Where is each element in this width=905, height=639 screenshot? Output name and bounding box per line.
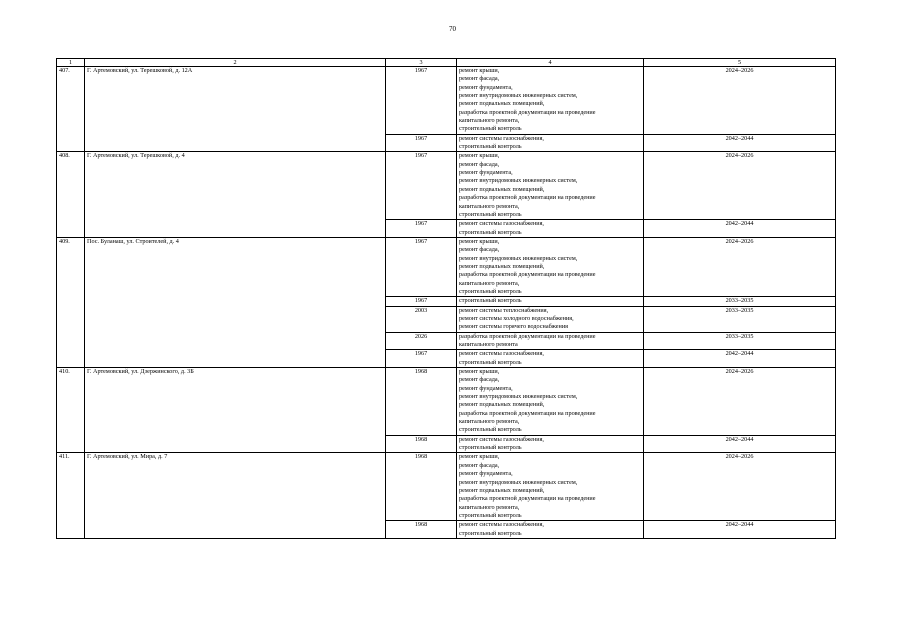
work-item: капитального ремонта, xyxy=(459,202,520,210)
table-row xyxy=(57,237,836,296)
year-cell: 1968 xyxy=(386,368,457,436)
year-cell: 1967 xyxy=(386,350,457,368)
work-item: строительный контроль xyxy=(459,210,522,218)
period-cell: 2042–2044 xyxy=(644,134,836,152)
work-item: ремонт внутридомовых инженерных систем, xyxy=(459,177,578,185)
work-item: ремонт системы газоснабжения, xyxy=(459,521,544,529)
work-item: ремонт фундамента, xyxy=(459,470,513,478)
work-item: капитального ремонта xyxy=(459,341,518,348)
year-cell: 1967 xyxy=(386,67,457,135)
works-cell xyxy=(457,237,644,296)
work-item: ремонт крыши, xyxy=(459,152,500,160)
work-item: ремонт системы холодного водоснабжения, xyxy=(459,314,574,322)
year-cell: 2026 xyxy=(386,332,457,350)
work-item: ремонт подвальных помещений, xyxy=(459,185,545,193)
work-item: ремонт фундамента, xyxy=(459,169,513,177)
work-item: ремонт внутридомовых инженерных систем, xyxy=(459,92,578,100)
work-item: капитального ремонта, xyxy=(459,503,520,511)
work-item: строительный контроль xyxy=(459,228,522,236)
period-cell: 2024–2026 xyxy=(644,368,836,436)
work-item: разработка проектной документации на проведение xyxy=(459,409,596,417)
year-cell: 1967 xyxy=(386,152,457,220)
work-item: ремонт крыши, xyxy=(459,368,500,376)
work-item: ремонт подвальных помещений, xyxy=(459,486,545,494)
period-cell: 2024–2026 xyxy=(644,237,836,296)
object-number: 409. xyxy=(57,237,85,367)
year-cell: 1968 xyxy=(386,453,457,521)
works-cell xyxy=(457,368,644,436)
object-number: 410. xyxy=(57,368,85,453)
work-item: строительный контроль xyxy=(459,511,522,519)
work-item: строительный контроль xyxy=(459,358,522,366)
work-item: капитального ремонта, xyxy=(459,117,520,125)
works-cell xyxy=(457,220,644,238)
work-item: ремонт фасада, xyxy=(459,246,500,254)
work-item: разработка проектной документации на проведение xyxy=(459,271,596,279)
table-header-row xyxy=(57,59,836,67)
work-item: ремонт подвальных помещений, xyxy=(459,262,545,270)
object-address: Г. Артемовский, ул. Дзержинского, д. 3Б xyxy=(85,368,386,453)
works-cell xyxy=(457,306,644,332)
object-number: 411. xyxy=(57,453,85,538)
object-number: 408. xyxy=(57,152,85,237)
object-address: Г. Артемовский, ул. Терешковой, д. 12А xyxy=(85,67,386,152)
work-item: ремонт подвальных помещений, xyxy=(459,401,545,409)
work-item: ремонт фасада, xyxy=(459,160,500,168)
work-item: разработка проектной документации на проведение xyxy=(459,108,596,116)
works-cell xyxy=(457,435,644,453)
work-item: ремонт фундамента, xyxy=(459,384,513,392)
table-body xyxy=(57,59,836,539)
object-address: Пос. Буланаш, ул. Строителей, д. 4 xyxy=(85,237,386,367)
year-cell: 1967 xyxy=(386,237,457,296)
work-item: ремонт фасада, xyxy=(459,75,500,83)
work-item: ремонт фасада, xyxy=(459,376,500,384)
column-header: 1 xyxy=(57,59,85,67)
period-cell: 2042–2044 xyxy=(644,220,836,238)
period-cell: 2042–2044 xyxy=(644,435,836,453)
work-item: ремонт системы горячего водоснабжения xyxy=(459,323,568,331)
column-header: 3 xyxy=(386,59,457,67)
work-item: ремонт крыши, xyxy=(459,453,500,461)
works-cell xyxy=(457,152,644,220)
column-header: 4 xyxy=(457,59,644,67)
period-cell: 2024–2026 xyxy=(644,67,836,135)
repair-schedule-table xyxy=(56,58,836,539)
work-item: строительный контроль xyxy=(459,125,522,133)
period-cell: 2033–2035 xyxy=(644,306,836,332)
work-item: строительный контроль xyxy=(459,529,522,537)
period-cell: 2042–2044 xyxy=(644,350,836,368)
work-item: ремонт фундамента, xyxy=(459,83,513,91)
works-cell xyxy=(457,521,644,539)
work-item: ремонт внутридомовых инженерных систем, xyxy=(459,478,578,486)
works-cell xyxy=(457,67,644,135)
work-item: разработка проектной документации на проведение xyxy=(459,194,596,202)
year-cell: 1968 xyxy=(386,435,457,453)
work-item: ремонт системы газоснабжения, xyxy=(459,350,544,358)
work-item: ремонт системы теплоснабжения, xyxy=(459,306,549,314)
object-address: Г. Артемовский, ул. Терешковой, д. 4 xyxy=(85,152,386,237)
period-cell: 2024–2026 xyxy=(644,152,836,220)
works-cell xyxy=(457,453,644,521)
column-header: 5 xyxy=(644,59,836,67)
object-address: Г. Артемовский, ул. Мира, д. 7 xyxy=(85,453,386,538)
table-row xyxy=(57,368,836,436)
work-item: ремонт подвальных помещений, xyxy=(459,100,545,108)
period-cell: 2033–2035 xyxy=(644,297,836,306)
work-item: капитального ремонта, xyxy=(459,279,520,287)
year-cell: 1967 xyxy=(386,297,457,306)
work-item: разработка проектной документации на проведение xyxy=(459,495,596,503)
works-cell xyxy=(457,350,644,368)
works-cell xyxy=(457,134,644,152)
year-cell: 1968 xyxy=(386,521,457,539)
work-item: ремонт системы газоснабжения, xyxy=(459,220,544,228)
work-item: строительный контроль xyxy=(459,143,522,151)
work-item: ремонт системы газоснабжения, xyxy=(459,134,544,142)
work-item: ремонт системы газоснабжения, xyxy=(459,435,544,443)
work-item: ремонт внутридомовых инженерных систем, xyxy=(459,254,578,262)
work-item: строительный контроль xyxy=(459,444,522,452)
work-item: ремонт крыши, xyxy=(459,237,500,245)
work-item: разработка проектной документации на проведение xyxy=(459,332,596,340)
work-item: капитального ремонта, xyxy=(459,418,520,426)
column-header: 2 xyxy=(85,59,386,67)
work-item: ремонт фасада, xyxy=(459,461,500,469)
work-item: ремонт внутридомовых инженерных систем, xyxy=(459,393,578,401)
work-item: строительный контроль xyxy=(459,287,522,295)
object-number: 407. xyxy=(57,67,85,152)
work-item: ремонт крыши, xyxy=(459,67,500,74)
table-row xyxy=(57,152,836,220)
work-item: строительный контроль xyxy=(459,426,522,434)
year-cell: 1967 xyxy=(386,134,457,152)
period-cell: 2024–2026 xyxy=(644,453,836,521)
period-cell: 2033–2035 xyxy=(644,332,836,350)
period-cell: 2042–2044 xyxy=(644,521,836,539)
year-cell: 1967 xyxy=(386,220,457,238)
work-item: строительный контроль xyxy=(459,297,522,305)
table-row xyxy=(57,453,836,521)
page-number: 70 xyxy=(449,25,456,33)
works-cell xyxy=(457,332,644,350)
works-cell xyxy=(457,297,644,306)
year-cell: 2003 xyxy=(386,306,457,332)
table-row xyxy=(57,67,836,135)
